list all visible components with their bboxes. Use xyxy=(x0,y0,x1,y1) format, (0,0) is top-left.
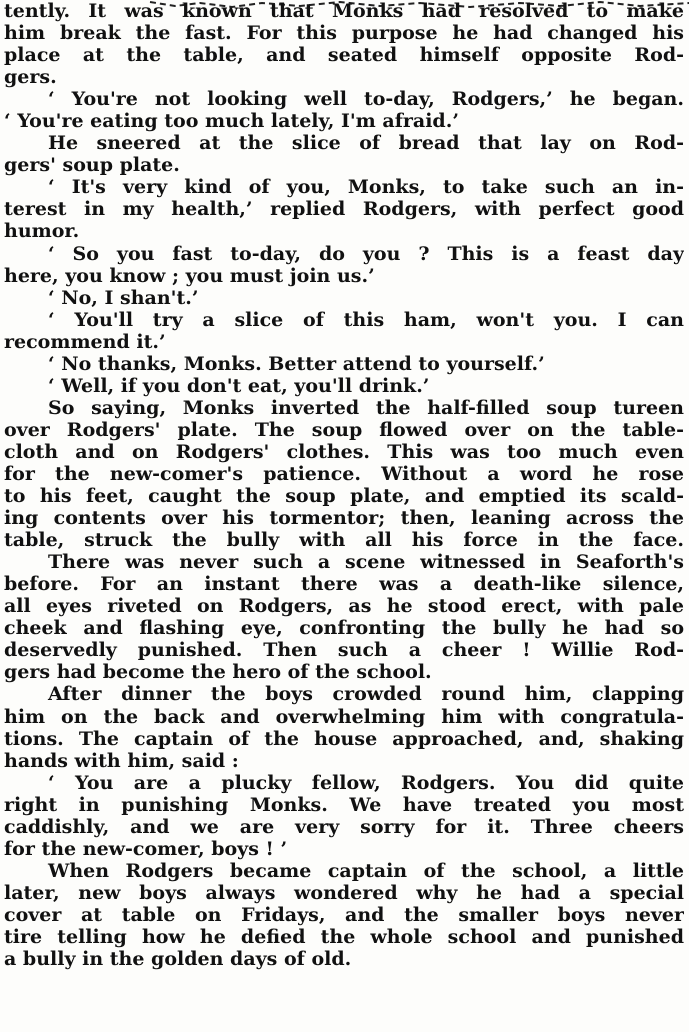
text-line: recommend it.’ xyxy=(4,330,166,353)
text-line: hands with him, said : xyxy=(4,749,239,772)
text-line: tently. It was known that Monks had resolved to make xyxy=(4,0,684,22)
text-line: cover at table on Fridays, and the smaller boys never xyxy=(4,903,684,926)
text-line: later, new boys always wondered why he had a special xyxy=(4,881,684,904)
text-line: before. For an instant there was a death-like silence, xyxy=(4,573,684,596)
text-line: ‘ You are a plucky fellow, Rodgers. You did quite xyxy=(48,771,684,794)
text-line: ‘ It's very kind of you, Monks, to take such an in- xyxy=(48,176,684,199)
text-line: He sneered at the slice of bread that lay on Rod- xyxy=(48,132,684,155)
text-line: After dinner the boys crowded round him, clapping xyxy=(48,683,684,706)
text-line: ‘ No, I shan't.’ xyxy=(48,286,199,309)
text-line: So saying, Monks inverted the half-filled soup tureen xyxy=(48,396,684,419)
text-line: cheek and flashing eye, confronting the bully he had so xyxy=(4,617,684,640)
text-line: ‘ You'll try a slice of this ham, won't you. I can xyxy=(48,308,684,331)
text-line: There was never such a scene witnessed in Seaforth's xyxy=(48,551,684,574)
text-line: table, struck the bully with all his force in the face. xyxy=(4,529,684,552)
text-line: him on the back and overwhelming him with congratula- xyxy=(4,705,684,728)
text-line: gers. xyxy=(4,66,57,89)
text-line: gers had become the hero of the school. xyxy=(4,661,432,684)
text-line: When Rodgers became captain of the school, a little xyxy=(48,859,684,882)
text-line: tions. The captain of the house approached, and, shaking xyxy=(4,727,684,750)
text-line: him break the fast. For this purpose he had changed his xyxy=(4,22,684,45)
text-line: to his feet, caught the soup plate, and emptied its scald- xyxy=(4,485,684,508)
text-line: place at the table, and seated himself opposite Rod- xyxy=(4,44,684,67)
text-line: ‘ So you fast to-day, do you ? This is a feast day xyxy=(48,242,684,265)
text-line: ‘ You're eating too much lately, I'm afraid.’ xyxy=(4,110,459,133)
text-line: terest in my health,’ replied Rodgers, with perfect good xyxy=(4,198,684,221)
text-line: all eyes riveted on Rodgers, as he stood erect, with pale xyxy=(4,595,684,618)
text-line: right in punishing Monks. We have treated you most xyxy=(4,793,684,816)
text-line: humor. xyxy=(4,220,80,243)
text-line: deservedly punished. Then such a cheer ! Willie Rod- xyxy=(4,639,684,662)
text-line: here, you know ; you must join us.’ xyxy=(4,264,375,287)
text-line: ‘ Well, if you don't eat, you'll drink.’ xyxy=(48,374,430,397)
text-line: ing contents over his tormentor; then, leaning across the xyxy=(4,507,684,530)
text-line: caddishly, and we are very sorry for it. Three cheers xyxy=(4,815,684,838)
text-line: cloth and on Rodgers' clothes. This was too much even xyxy=(4,440,684,463)
text-line: for the new-comer's patience. Without a word he rose xyxy=(4,462,684,485)
text-line: ‘ No thanks, Monks. Better attend to yourself.’ xyxy=(48,352,545,375)
text-line: a bully in the golden days of old. xyxy=(4,948,352,971)
text-line: ‘ You're not looking well to-day, Rodgers,’ he began. xyxy=(48,88,684,111)
article-text-column xyxy=(4,0,684,970)
text-line: gers' soup plate. xyxy=(4,154,180,177)
text-line: for the new-comer, boys ! ’ xyxy=(4,837,288,860)
text-line: over Rodgers' plate. The soup flowed over on the table- xyxy=(4,418,684,441)
text-line: tire telling how he defied the whole school and punished xyxy=(4,925,684,948)
